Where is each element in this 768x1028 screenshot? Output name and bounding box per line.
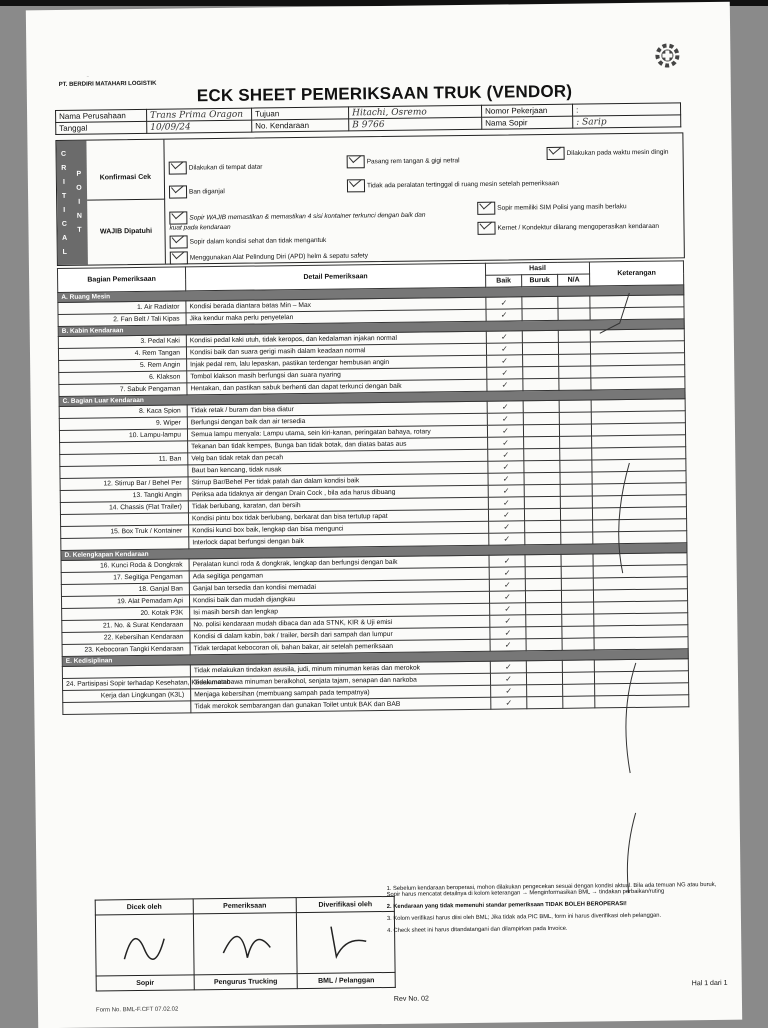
baik-check[interactable]: ✓ (491, 697, 527, 709)
critical-item[interactable]: Sopir dalam kondisi sehat dan tidak mengantuk (170, 234, 327, 249)
baik-check[interactable]: ✓ (486, 343, 522, 355)
signature-icon (315, 916, 376, 967)
table-row: 14. Chassis (Flat Trailer) Tidak berlubang, karatan, dan bersih ✓ (60, 495, 686, 515)
baik-check[interactable]: ✓ (487, 401, 523, 413)
baik-check[interactable]: ✓ (488, 461, 524, 473)
form-number: Form No. BML-F.CFT 07.02.02 (95, 1006, 179, 1014)
note-item: 2. Kendaraan yang tidak memenuhi standar pemeriksaan TIDAK BOLEH BEROPERASI! (386, 901, 627, 910)
critical-letter: T (61, 192, 67, 200)
dicek-oleh-label: Dicek oleh (95, 899, 193, 915)
section-header: C. Bagian Luar Kendaraan (59, 389, 685, 407)
baik-check[interactable]: ✓ (489, 579, 525, 591)
baik-check[interactable]: ✓ (486, 331, 522, 343)
baik-check[interactable]: ✓ (489, 567, 525, 579)
checkbox-icon[interactable] (169, 161, 187, 174)
point-letter: O (76, 184, 82, 192)
table-row: Baut ban kencang, tidak rusak ✓ (60, 459, 686, 479)
note-item: 4. Check sheet ini harus ditandatangani dan dilampirkan pada Invoice. (387, 925, 568, 934)
baik-check[interactable]: ✓ (490, 627, 526, 639)
tanggal-label: Tanggal (56, 121, 147, 134)
baik-check[interactable]: ✓ (488, 485, 524, 497)
signature-icon (114, 919, 175, 970)
critical-letter: R (61, 164, 67, 172)
col-detail-header: Detail Pemeriksaan (185, 263, 485, 291)
document-sheet (26, 2, 742, 1028)
table-row: 10. Lampu-lampu Semua lampu menyala: Lampu utama, sein kiri-kanan, peringatan bahaya, rotary ✓ (59, 423, 685, 443)
section-header: E. Kedisiplinan (62, 649, 688, 667)
table-row: 1. Air Radiator Kondisi berada diantara batas Min – Max ✓ (58, 295, 684, 315)
critical-letter: A (62, 234, 68, 242)
nama-sopir-field[interactable]: : Sarip (573, 115, 681, 128)
baik-check[interactable]: ✓ (486, 309, 522, 321)
checkbox-icon[interactable] (170, 251, 188, 264)
critical-item[interactable]: Dilakukan pada waktu mesin dingin (547, 145, 669, 159)
pengurus-signature[interactable] (193, 913, 297, 975)
critical-letter: I (62, 178, 65, 186)
critical-letter: L (62, 248, 67, 256)
point-letter: N (76, 212, 82, 220)
pemeriksaan-label: Pemeriksaan (193, 898, 296, 914)
table-row: 13. Tangki Angin Periksa ada tidaknya air dengan Drain Cock , bila ada harus dibuang ✓ (60, 483, 686, 503)
baik-check[interactable]: ✓ (488, 449, 524, 461)
page-number: Hal 1 dari 1 (691, 979, 728, 988)
section-header: A. Ruang Mesin (58, 285, 684, 303)
point-letter: I (78, 198, 81, 206)
section-header: B. Kabin Kendaraan (58, 319, 684, 337)
revision-number: Rev No. 02 (393, 995, 429, 1003)
table-row: 9. Wiper Berfungsi dengan baik dan air tersedia ✓ (59, 411, 685, 431)
baik-check[interactable]: ✓ (488, 473, 524, 485)
tanggal-field[interactable]: 10/09/24 (147, 120, 252, 133)
table-row: 20. Kotak P3K Isi masih bersih dan lengkap ✓ (62, 601, 688, 621)
col-baik-header: Baik (486, 275, 522, 287)
table-row: Tidak merokok sembarangan dan gunakan Toilet untuk BAK dan BAB ✓ (63, 695, 689, 715)
checkbox-icon[interactable] (347, 179, 365, 192)
baik-check[interactable]: ✓ (488, 437, 524, 449)
checkbox-icon[interactable] (169, 211, 187, 224)
baik-check[interactable]: ✓ (488, 509, 524, 521)
critical-item[interactable]: Dilakukan di tempat datar (169, 160, 263, 174)
table-row: 17. Segitiga Pengaman Ada segitiga pengaman ✓ (61, 565, 687, 585)
baik-check[interactable]: ✓ (489, 521, 525, 533)
gear-logo-icon (652, 40, 682, 70)
critical-item[interactable]: Sopir memiliki SIM Polisi yang masih berlaku (477, 200, 626, 215)
nama-perusahaan-field[interactable]: Trans Prima Oragon (147, 108, 252, 121)
no-kendaraan-field[interactable]: B 9766 (349, 117, 482, 131)
table-row: Tidak melakukan tindakan asusila, judi, minum minuman keras dan merokok ✓ (62, 659, 688, 679)
baik-check[interactable]: ✓ (489, 591, 525, 603)
table-row: Tekanan ban tidak kempes, Bunga ban tidak botak, dan diatas batas aus ✓ (60, 435, 686, 455)
critical-point-box (55, 132, 684, 266)
checkbox-icon[interactable] (547, 147, 565, 160)
baik-check[interactable]: ✓ (490, 673, 526, 685)
tujuan-field[interactable]: Hitachi, Osremo (349, 105, 482, 119)
sopir-signature[interactable] (95, 914, 194, 976)
critical-item[interactable]: Pasang rem tangan & gigi netral (347, 154, 460, 168)
critical-item[interactable]: Kernet / Kondektur dilarang mengoperasikan kendaraan (477, 220, 659, 235)
table-row: Kondisi pintu box tidak berlubang, berkarat dan bisa tertutup rapat ✓ (60, 507, 686, 527)
table-row: 15. Box Truk / Kontainer Kondisi kunci box baik, lengkap dan bisa mengunci ✓ (61, 519, 687, 539)
table-row: 23. Kebocoran Tangki Kendaraan Tidak terdapat kebocoran oli, bahan bakar, air setelah pemeriksaan ✓ (62, 637, 688, 657)
pengurus-trucking-label: Pengurus Trucking (194, 974, 297, 990)
signature-table (95, 896, 396, 992)
baik-check[interactable]: ✓ (487, 355, 523, 367)
baik-check[interactable]: ✓ (489, 555, 525, 567)
table-row: 12. Stirrup Bar / Behel Per Stirrup Bar/Behel Per tidak patah dan dalam kondisi baik ✓ (60, 471, 686, 491)
table-row: 6. Klakson Tombol klakson masih berfungsi dan suara nyaring ✓ (59, 365, 685, 385)
col-na-header: N/A (558, 274, 590, 286)
table-row: 18. Ganjal Ban Ganjal ban tersedia dan kondisi memadai ✓ (61, 577, 687, 597)
baik-check[interactable]: ✓ (490, 661, 526, 673)
konfirmasi-cek-label: Konfirmasi Cek (86, 140, 165, 201)
point-letter: T (77, 226, 82, 234)
baik-check[interactable]: ✓ (489, 533, 525, 545)
table-row: Kerja dan Lingkungan (K3L) Menjaga kebersihan (membuang sampah pada tempatnya) ✓ (63, 683, 689, 703)
table-row: 16. Kunci Roda & Dongkrak Peralatan kunci roda & dongkrak, lengkap dan berfungsi dengan baik ✓ (61, 553, 687, 573)
table-row: 22. Kebersihan Kendaraan Kondisi di dalam kabin, bak / trailer, bersih dari sampah dan lumpur ✓ (62, 625, 688, 645)
page-title: ECK SHEET PEMERIKSAAN TRUK (VENDOR) (196, 81, 573, 106)
checkbox-icon[interactable] (477, 222, 495, 235)
diverifikasi-oleh-label: Diverifikasi oleh (296, 896, 394, 912)
col-buruk-header: Buruk (522, 274, 558, 286)
bml-pelanggan-label: BML / Pelanggan (297, 972, 395, 988)
critical-letter: C (60, 150, 67, 158)
baik-check[interactable]: ✓ (487, 367, 523, 379)
notes-list (387, 882, 718, 940)
critical-item[interactable]: Menggunakan Alat Pelindung Diri (APD) helm & sepatu safety (170, 249, 368, 264)
baik-check[interactable]: ✓ (487, 413, 523, 425)
nama-perusahaan-label: Nama Perusahaan (56, 109, 147, 122)
table-row: 2. Fan Belt / Tali Kipas Jika kendur maka perlu penyetelan ✓ (58, 307, 684, 327)
critical-item[interactable]: Sopir WAJIB memastikan & memastikan 4 sisi kontainer terkunci dengan baik dan kuat pada kendaraan (169, 211, 426, 232)
bml-signature[interactable] (296, 911, 395, 973)
table-row: 7. Sabuk Pengaman Hentakan, dan pastikan sabuk berhenti dan dapat terkunci dengan baik ✓ (59, 377, 685, 397)
checkbox-icon[interactable] (347, 155, 365, 168)
tujuan-label: Tujuan (252, 107, 349, 120)
col-bagian-header: Bagian Pemeriksaan (57, 267, 185, 293)
col-hasil-header: Hasil (485, 262, 589, 275)
table-row: 11. Ban Velg ban tidak retak dan pecah ✓ (60, 447, 686, 467)
table-row: Interlock dapat berfungsi dengan baik ✓ (61, 531, 687, 551)
baik-check[interactable]: ✓ (487, 379, 523, 391)
baik-check[interactable]: ✓ (488, 497, 524, 509)
checkbox-icon[interactable] (477, 202, 495, 215)
critical-point-sidebar (56, 141, 88, 265)
wajib-dipatuhi-label: WAJIB Dipatuhi (87, 200, 166, 265)
table-row: 3. Pedal Kaki Kondisi pedal kaki utuh, tidak keropos, dan kedalaman injakan normal ✓ (58, 329, 684, 349)
table-row: 24. Partisipasi Sopir terhadap Kesehatan, Keselamatan Tidak membawa minuman beralkohol, senjata tajam, senapan dan narkoba ✓ (62, 671, 688, 691)
table-row: 4. Rem Tangan Kondisi baik dan suara gerigi masih dalam keadaan normal ✓ (58, 341, 684, 361)
table-row: 8. Kaca Spion Tidak retak / buram dan bisa diatur ✓ (59, 399, 685, 419)
checkbox-icon[interactable] (169, 185, 187, 198)
section-header: D. Kelengkapan Kendaraan (61, 543, 687, 561)
critical-item[interactable]: Ban diganjal (169, 185, 225, 199)
baik-check[interactable]: ✓ (490, 639, 526, 651)
critical-item[interactable]: Tidak ada peralatan tertinggal di ruang mesin setelah pemeriksaan (347, 177, 559, 193)
nama-sopir-label: Nama Sopir (482, 116, 573, 129)
critical-letter: I (63, 206, 66, 214)
point-letter: P (76, 170, 82, 178)
note-item: 1. Sebelum kendaraan beroperasi, mohon dilakukan pengecekan sesuai dengan kondisi aktual. Bila ada temuan NG atau buruk, Sopir harus mencatat detailnya di kolom keterangan → Menginformasikan BML → tindakan perbaikan/ruting (386, 881, 717, 898)
baik-check[interactable]: ✓ (486, 297, 522, 309)
signature-icon (215, 917, 276, 968)
table-row: 5. Rem Angin Injak pedal rem, lalu lepaskan, pastikan terdengar hembusan angin ✓ (59, 353, 685, 373)
table-row: 19. Alat Pemadam Api Kondisi baik dan mudah dijangkau ✓ (61, 589, 687, 609)
col-keterangan-header: Keterangan (589, 261, 683, 286)
company-name: PT. BERDIRI MATAHARI LOGISTIK (58, 80, 157, 88)
no-kendaraan-label: No. Kendaraan (252, 119, 349, 132)
critical-letter: C (61, 220, 67, 228)
company-tagline: ~ (86, 73, 89, 79)
table-row: 21. No. & Surat Kendaraan No. polisi kendaraan mudah dibaca dan ada STNK, KIR & Uji emisi ✓ (62, 613, 688, 633)
baik-check[interactable]: ✓ (490, 603, 526, 615)
baik-check[interactable]: ✓ (491, 685, 527, 697)
header-info-table (55, 102, 681, 135)
note-item: 3. Kolom verifikasi harus diisi oleh BML; Jika tidak ada PIC BML, form ini harus diverifikasi oleh pelanggan. (386, 912, 662, 922)
nomor-pekerjaan-field[interactable]: : (572, 103, 680, 116)
baik-check[interactable]: ✓ (490, 615, 526, 627)
sopir-label: Sopir (96, 975, 194, 991)
nomor-pekerjaan-label: Nomor Pekerjaan (482, 104, 573, 117)
baik-check[interactable]: ✓ (487, 425, 523, 437)
